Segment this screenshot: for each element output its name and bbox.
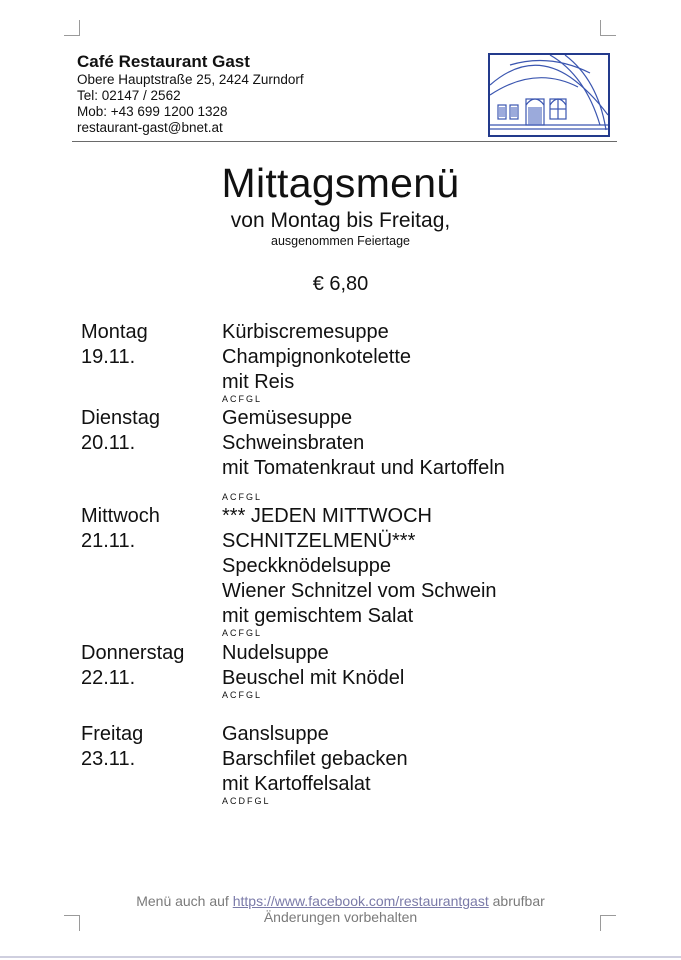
dish-soup: Nudelsuppe: [222, 642, 329, 664]
day-date: 22.11.: [81, 667, 136, 689]
day-dishes: [222, 320, 411, 405]
day-dishes: [222, 641, 404, 701]
restaurant-logo: [488, 53, 610, 137]
crop-mark-top-right: [600, 20, 616, 36]
menu-title: Mittagsmenü: [221, 160, 460, 206]
day-name: Donnerstag: [81, 642, 185, 664]
crop-mark-top-left: [64, 20, 80, 36]
dish-soup: Gemüsesuppe: [222, 407, 353, 429]
header-divider: [72, 141, 617, 142]
facebook-link[interactable]: https://www.facebook.com/restaurantgast: [232, 893, 489, 909]
day-name: Dienstag: [81, 407, 160, 429]
menu-subtitle: von Montag bis Freitag,: [230, 209, 451, 232]
dish-main: Wiener Schnitzel vom Schwein: [222, 580, 497, 602]
restaurant-mobile: Mob: +43 699 1200 1328: [77, 104, 228, 119]
day-name: Mittwoch: [81, 505, 160, 527]
dish-side: mit Reis: [222, 371, 295, 393]
dish-side: mit gemischtem Salat: [222, 605, 414, 627]
dish-soup: Speckknödelsuppe: [222, 555, 392, 577]
allergen-codes: ACFGL: [222, 628, 263, 638]
dish-main: Beuschel mit Knödel: [222, 667, 405, 689]
allergen-codes: ACFGL: [222, 492, 263, 502]
dish-side: mit Tomatenkraut und Kartoffeln: [222, 457, 505, 479]
footer-suffix: abrufbar: [488, 893, 545, 909]
dish-main: Barschfilet gebacken: [222, 748, 408, 770]
allergen-codes: ACFGL: [222, 690, 263, 700]
day-name: Montag: [81, 321, 148, 343]
allergen-codes: ACDFGL: [222, 796, 271, 806]
dish-soup: Ganslsuppe: [222, 723, 329, 745]
day-name: Freitag: [81, 723, 144, 745]
restaurant-header: [77, 52, 477, 136]
day-date: 21.11.: [81, 530, 136, 552]
restaurant-name: Café Restaurant Gast: [77, 52, 250, 71]
dish-announcement: SCHNITZELMENÜ***: [222, 530, 416, 552]
day-dishes: [222, 406, 505, 503]
footer-prefix: Menü auch auf: [136, 893, 233, 909]
footer-facebook-note: [0, 893, 681, 909]
dish-main: Champignonkotelette: [222, 346, 412, 368]
menu-price: € 6,80: [312, 273, 369, 295]
logo-arches-illustration: [490, 55, 608, 135]
page-bottom-border: [0, 956, 681, 958]
day-dishes: [222, 722, 408, 807]
restaurant-email: restaurant-gast@bnet.at: [77, 120, 223, 135]
dish-announcement: *** JEDEN MITTWOCH: [222, 505, 432, 527]
footer-changes-note: Änderungen vorbehalten: [263, 909, 418, 925]
restaurant-phone: Tel: 02147 / 2562: [77, 88, 181, 103]
menu-holiday-note: ausgenommen Feiertage: [271, 234, 410, 248]
allergen-codes: ACFGL: [222, 394, 263, 404]
dish-main: Schweinsbraten: [222, 432, 365, 454]
day-date: 23.11.: [81, 748, 136, 770]
day-date: 20.11.: [81, 432, 136, 454]
dish-side: mit Kartoffelsalat: [222, 773, 371, 795]
day-date: 19.11.: [81, 346, 136, 368]
restaurant-address: Obere Hauptstraße 25, 2424 Zurndorf: [77, 72, 304, 87]
day-dishes: [222, 504, 497, 639]
dish-soup: Kürbiscremesuppe: [222, 321, 389, 343]
